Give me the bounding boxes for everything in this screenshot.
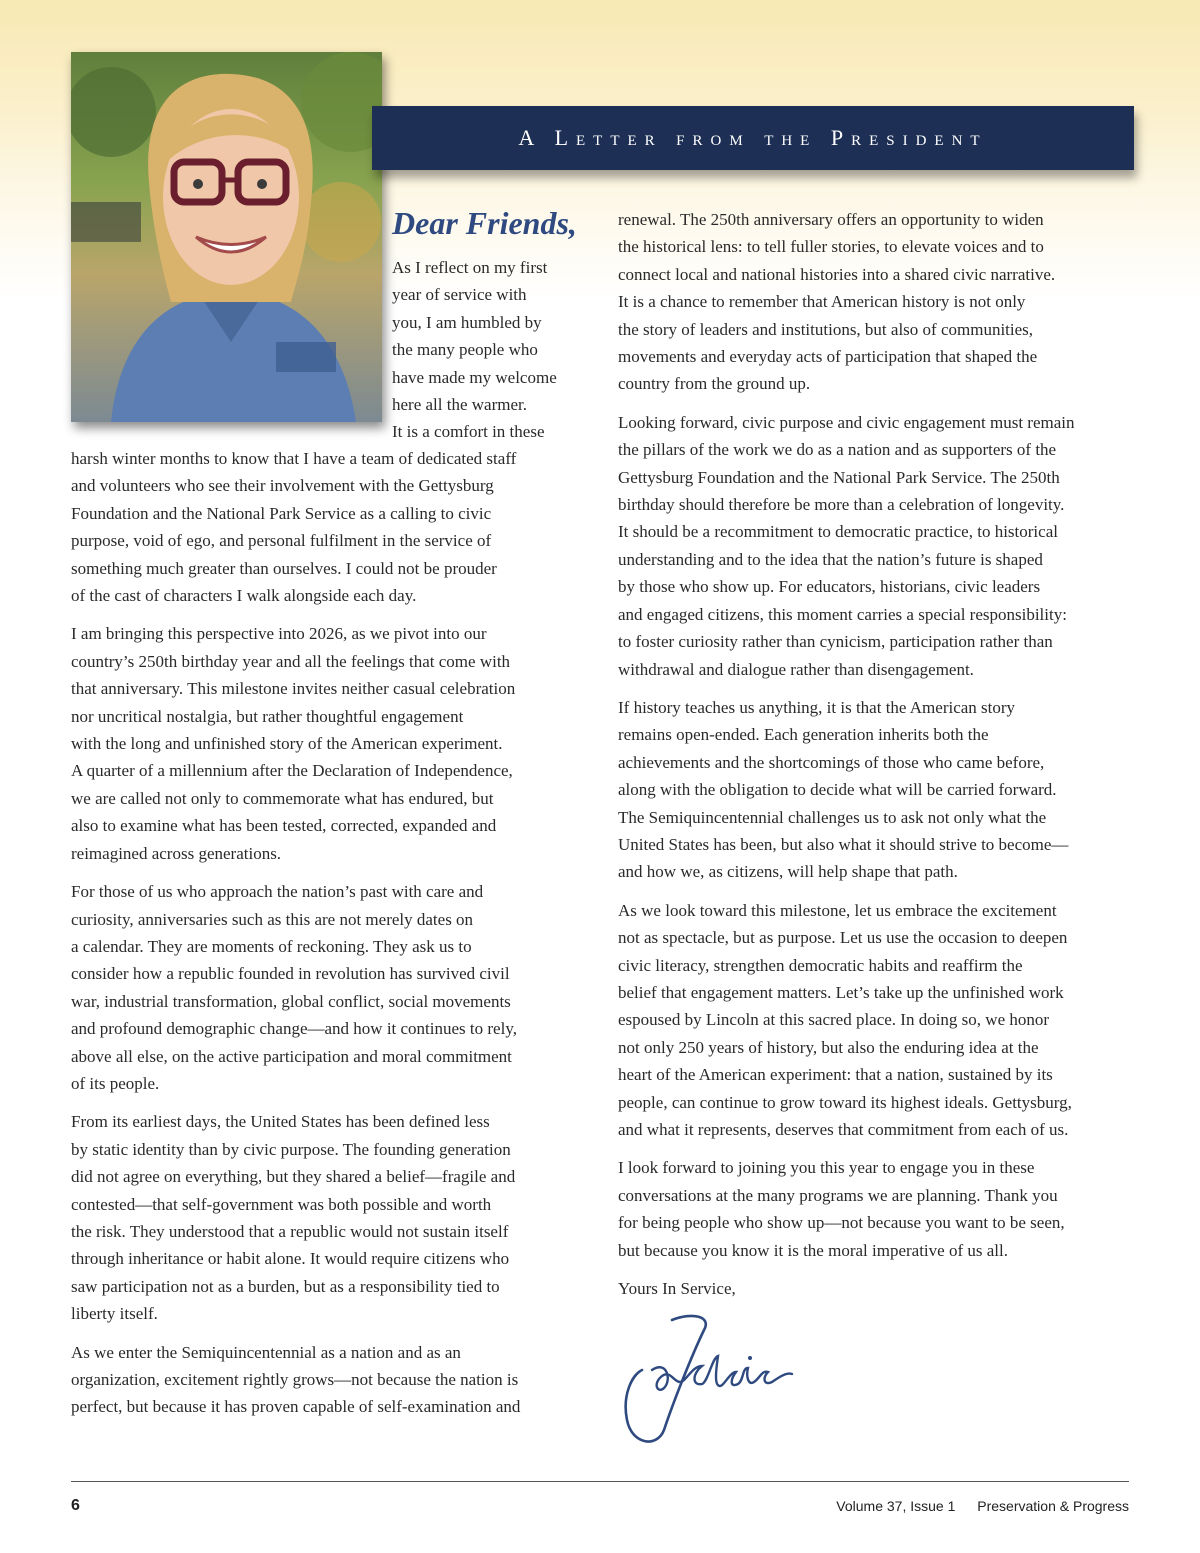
text-line: It is a chance to remember that American history is not only: [618, 292, 1026, 312]
text-line: of the cast of characters I walk alongside each day.: [71, 586, 417, 606]
text-line: birthday should therefore be more than a celebration of longevity.: [618, 495, 1065, 515]
text-line: and how we, as citizens, will help shape that path.: [618, 862, 958, 882]
text-line: and profound demographic change—and how it continues to rely,: [71, 1019, 517, 1039]
text-line: with the long and unfinished story of the American experiment.: [71, 734, 503, 754]
text-line: From its earliest days, the United States has been defined less: [71, 1112, 490, 1132]
text-line: contested—that self-government was both possible and worth: [71, 1194, 492, 1214]
text-line: we are called not only to commemorate what has endured, but: [71, 788, 494, 808]
text-line: understanding and to the idea that the nation’s future is shaped: [618, 549, 1043, 569]
text-line: the risk. They understood that a republic would not sustain itself: [71, 1221, 509, 1241]
text-line: liberty itself.: [71, 1304, 158, 1324]
title-banner: [372, 106, 1134, 170]
paragraph: [618, 694, 1075, 886]
text-line: curiosity, anniversaries such as this are not merely dates on: [71, 909, 474, 929]
text-line: country’s 250th birthday year and all the feelings that come with: [71, 651, 511, 671]
paragraph: [618, 409, 1075, 683]
signature: [612, 1310, 812, 1455]
paragraph: [71, 1339, 520, 1421]
text-line: above all else, on the active participation and moral commitment: [71, 1046, 512, 1066]
text-line: Gettysburg Foundation and the National Park Service. The 250th: [618, 467, 1060, 487]
text-line: harsh winter months to know that I have a team of dedicated staff: [71, 449, 517, 468]
page-title: A Letter from the President: [518, 125, 988, 150]
text-line: Looking forward, civic purpose and civic engagement must remain: [618, 412, 1075, 432]
text-line: through inheritance or habit alone. It would require citizens who: [71, 1249, 510, 1269]
text-line: organization, excitement rightly grows—not because the nation is: [71, 1370, 519, 1389]
text-line: but because you know it is the moral imperative of us all.: [618, 1240, 1008, 1260]
portrait-photo-icon: [71, 52, 382, 422]
text-line: year of service with: [392, 285, 527, 305]
text-line: movements and everyday acts of participation that shaped the: [618, 347, 1038, 367]
text-line: and volunteers who see their involvement with the Gettysburg: [71, 476, 494, 496]
text-line: and what it represents, deserves that commitment from each of us.: [618, 1120, 1069, 1139]
text-line: The Semiquincentennial challenges us to ask not only what the: [618, 807, 1047, 827]
text-line: For those of us who approach the nation’s past with care and: [71, 882, 484, 902]
publication-name: Preservation & Progress: [977, 1498, 1129, 1514]
volume-issue: Volume 37, Issue 1: [836, 1498, 956, 1514]
text-line: people, can continue to grow toward its highest ideals. Gettysburg,: [618, 1092, 1072, 1112]
paragraph: [71, 878, 520, 1097]
text-line: not as spectacle, but as purpose. Let us use the occasion to deepen: [618, 928, 1068, 948]
paragraph: [618, 897, 1075, 1144]
text-line: did not agree on everything, but they shared a belief—fragile and: [71, 1167, 516, 1187]
text-line: the historical lens: to tell fuller stories, to elevate voices and to: [618, 237, 1044, 257]
page-number: 6: [71, 1497, 80, 1514]
text-line: reimagined across generations.: [71, 843, 282, 863]
text-line: As we enter the Semiquincentennial as a nation and as an: [71, 1342, 461, 1362]
closing: [618, 1275, 1075, 1302]
text-line: have made my welcome: [392, 367, 557, 387]
paragraph: [71, 620, 520, 867]
letter-left-column: [71, 445, 520, 1432]
text-line: connect local and national histories into a shared civic narrative.: [618, 264, 1056, 284]
text-line: for being people who show up—not because you want to be seen,: [618, 1213, 1065, 1233]
text-line: purpose, void of ego, and personal fulfilment in the service of: [71, 531, 492, 551]
text-line: by those who show up. For educators, historians, civic leaders: [618, 577, 1041, 597]
text-line: perfect, but because it has proven capable of self-examination and: [71, 1397, 521, 1417]
text-line: remains open-ended. Each generation inherits both the: [618, 725, 989, 745]
text-line: A quarter of a millennium after the Declaration of Independence,: [71, 761, 513, 781]
text-line: you, I am humbled by: [392, 312, 542, 332]
text-line: renewal. The 250th anniversary offers an opportunity to widen: [618, 210, 1044, 229]
paragraph: [618, 206, 1075, 398]
text-line: I look forward to joining you this year to engage you in these: [618, 1158, 1035, 1178]
text-line: nor uncritical nostalgia, but rather thoughtful engagement: [71, 706, 464, 726]
text-line: heart of the American experiment: that a nation, sustained by its: [618, 1065, 1053, 1085]
text-line: here all the warmer.: [392, 395, 527, 415]
text-line: I am bringing this perspective into 2026, as we pivot into our: [71, 624, 487, 644]
letter-right-column: [618, 206, 1075, 1313]
text-line: along with the obligation to decide what will be carried forward.: [618, 780, 1057, 800]
letter-greeting: Dear Friends,: [392, 205, 577, 241]
text-line: not only 250 years of history, but also the enduring idea at the: [618, 1037, 1039, 1057]
president-photo: [71, 52, 382, 422]
text-line: of its people.: [71, 1073, 160, 1093]
text-line: achievements and the shortcomings of those who came before,: [618, 752, 1045, 772]
text-line: war, industrial transformation, global conflict, social movements: [71, 991, 511, 1011]
text-line: something much greater than ourselves. I could not be prouder: [71, 558, 497, 578]
text-line: espoused by Lincoln at this sacred place. In doing so, we honor: [618, 1010, 1050, 1030]
text-line: also to examine what has been tested, corrected, expanded and: [71, 816, 497, 836]
paragraph: [618, 1154, 1075, 1264]
text-line: United States has been, but also what it should strive to become—: [618, 834, 1069, 854]
text-line: and engaged citizens, this moment carries a special responsibility:: [618, 604, 1067, 624]
text-line: conversations at the many programs we are planning. Thank you: [618, 1185, 1058, 1205]
text-line: It is a comfort in these: [392, 422, 545, 442]
text-line: to foster curiosity rather than cynicism, participation rather than: [618, 632, 1053, 652]
text-line: withdrawal and dialogue rather than disengagement.: [618, 659, 974, 679]
text-line: If history teaches us anything, it is that the American story: [618, 697, 1016, 717]
signature-icon: [612, 1310, 812, 1450]
text-line: by static identity than by civic purpose. The founding generation: [71, 1139, 511, 1159]
paragraph: [71, 445, 520, 609]
text-line: It should be a recommitment to democratic practice, to historical: [618, 522, 1058, 542]
text-line: belief that engagement matters. Let’s take up the unfinished work: [618, 982, 1064, 1002]
text-line: Yours In Service,: [618, 1279, 736, 1299]
text-line: the story of leaders and institutions, but also of communities,: [618, 319, 1034, 339]
text-line: saw participation not as a burden, but as a responsibility tied to: [71, 1276, 500, 1296]
letter-intro: [392, 254, 557, 446]
footer-info: [836, 1498, 1129, 1514]
text-line: the many people who: [392, 340, 538, 360]
text-line: consider how a republic founded in revolution has survived civil: [71, 964, 510, 984]
text-line: the pillars of the work we do as a nation and as supporters of the: [618, 440, 1057, 460]
text-line: a calendar. They are moments of reckoning. They ask us to: [71, 936, 472, 956]
text-line: civic literacy, strengthen democratic habits and reaffirm the: [618, 955, 1023, 975]
paragraph: [71, 1108, 520, 1327]
text-line: Foundation and the National Park Service as a calling to civic: [71, 503, 492, 523]
footer-divider: [71, 1481, 1129, 1482]
text-line: country from the ground up.: [618, 374, 811, 394]
text-line: As I reflect on my first: [392, 258, 548, 277]
text-line: that anniversary. This milestone invites neither casual celebration: [71, 679, 516, 699]
text-line: As we look toward this milestone, let us embrace the excitement: [618, 900, 1057, 920]
